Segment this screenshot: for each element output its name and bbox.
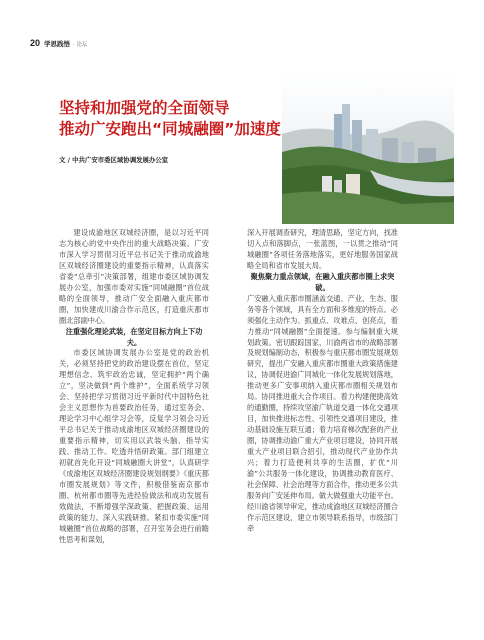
section-name: 学思践悟	[44, 40, 71, 48]
section-heading: 聚焦聚力重点领域，在融入重庆都市圈上求突破。	[250, 271, 395, 292]
page-number: 20	[30, 38, 41, 48]
subsection-name: · 论坛	[73, 42, 88, 48]
city-photo	[282, 74, 454, 224]
paragraph: 市委区域协调发展办公室是党的政治机关，必须坚持把党的政治建设摆在首位，坚定理想信念、筑牢政治忠诚，坚定拥护“两个确立”，坚决做到“两个维护”，全面系统学习领会、坚持把学习贯彻习近平新时代中国特色社会主义思想作为首要政治任务，通过室务会、理论学习中心组学习会等，反复学习领会习近平总书记关于推动成渝地区双城经济圈建设的重要指示精神，切实用以武装头脑、指导实践、推动工作。吃透并悟研政策。部门组建立初就首先化开设“同城融圈大讲堂”，认真研学《成渝地区双城经济圈建设规划纲要》《重庆都市圈发展规划》等文件，积极借鉴南京都市圈、杭州都市圈等先进经验做法和成功发展有效做法，不断增强学深政策、把握政策、运用政策的能力。深入实践研推。紧扣市委实施“同城融圈”首位战略的部署，召开室务会进行前瞻性思考和谋划，	[59, 348, 209, 544]
title-line-1: 坚持和加强党的全面领导	[59, 99, 230, 117]
page-header	[30, 38, 88, 48]
article-author: 文 / 中共广安市委区域协调发展办公室	[59, 156, 169, 164]
article-title	[59, 98, 289, 140]
paragraph: 广安融入重庆都市圈涵盖交通、产业、生态、服务等各个领域，具有全方面和多维度的特点。必须强化主动作为、抓重点、攻难点、创亮点，着力推动“同城融圈”全面提速。参与编制重大规划政策。密切跟踪国家、川渝两省市的战略部署及规划编制动态，积极参与重庆都市圈发展规划研究，提出广安融入重庆都市圈重大政策措施建议，协调促进渝广同城化一体化发展规划落地，推动更多广安事项纳入重庆都市圈相关规划布局。协同推进重大合作项目。着力构建便捷高效的通勤圈，持续攻坚渝广轨道交通一体化交通项目，加快推进标志性、引领性交通项目建设，推动基础设施互联互通；着力培育梯次配套的产业圈，协调推动渝广重大产业项目建设，协同开展重大产业项目联合招引，推动现代产业协作共兴；着力打造便利共享的生活圈，扩优“川渝”公共服务一体化建设，协调推动教育医疗、社会保障、社会治理等方面合作，推动更多公共服务向广安延伸布局。做大做强重大功能平台。经川渝省领导审定，推动成渝地区双城经济圈合作示范区建设，建立市领导联系指导，市级部门牵	[247, 293, 398, 533]
paragraph: 深入开展调查研究，理清思路，坚定方向，找准切入点和落脚点，一张蓝图，一以贯之推动“同城融圈”各项任务落地落实，更好地服务国家战略全局和省市发展大局。	[247, 228, 398, 270]
paragraph: 建设成渝地区双城经济圈，是以习近平同志为核心的党中央作出的重大战略决策。广安市深入学习贯彻习近平总书记关于推动成渝地区双城经济圈建设的重要指示精神，认真落实省委“总牵引”决策部署，组建市委区域协调发展办公室，加强市委对实施“同城融圈”首位战略的全面领导，推动广安全面融入重庆都市圈，加快建成川渝合作示范区，打造重庆都市圈北部副中心。	[59, 228, 209, 325]
text-column-2	[247, 228, 398, 535]
text-column-1	[59, 228, 209, 546]
title-line-2: 推动广安跑出“同城融圈”加速度	[59, 120, 281, 138]
section-heading: 注重强化理论武装，在坚定目标方向上下功夫。	[65, 326, 203, 347]
